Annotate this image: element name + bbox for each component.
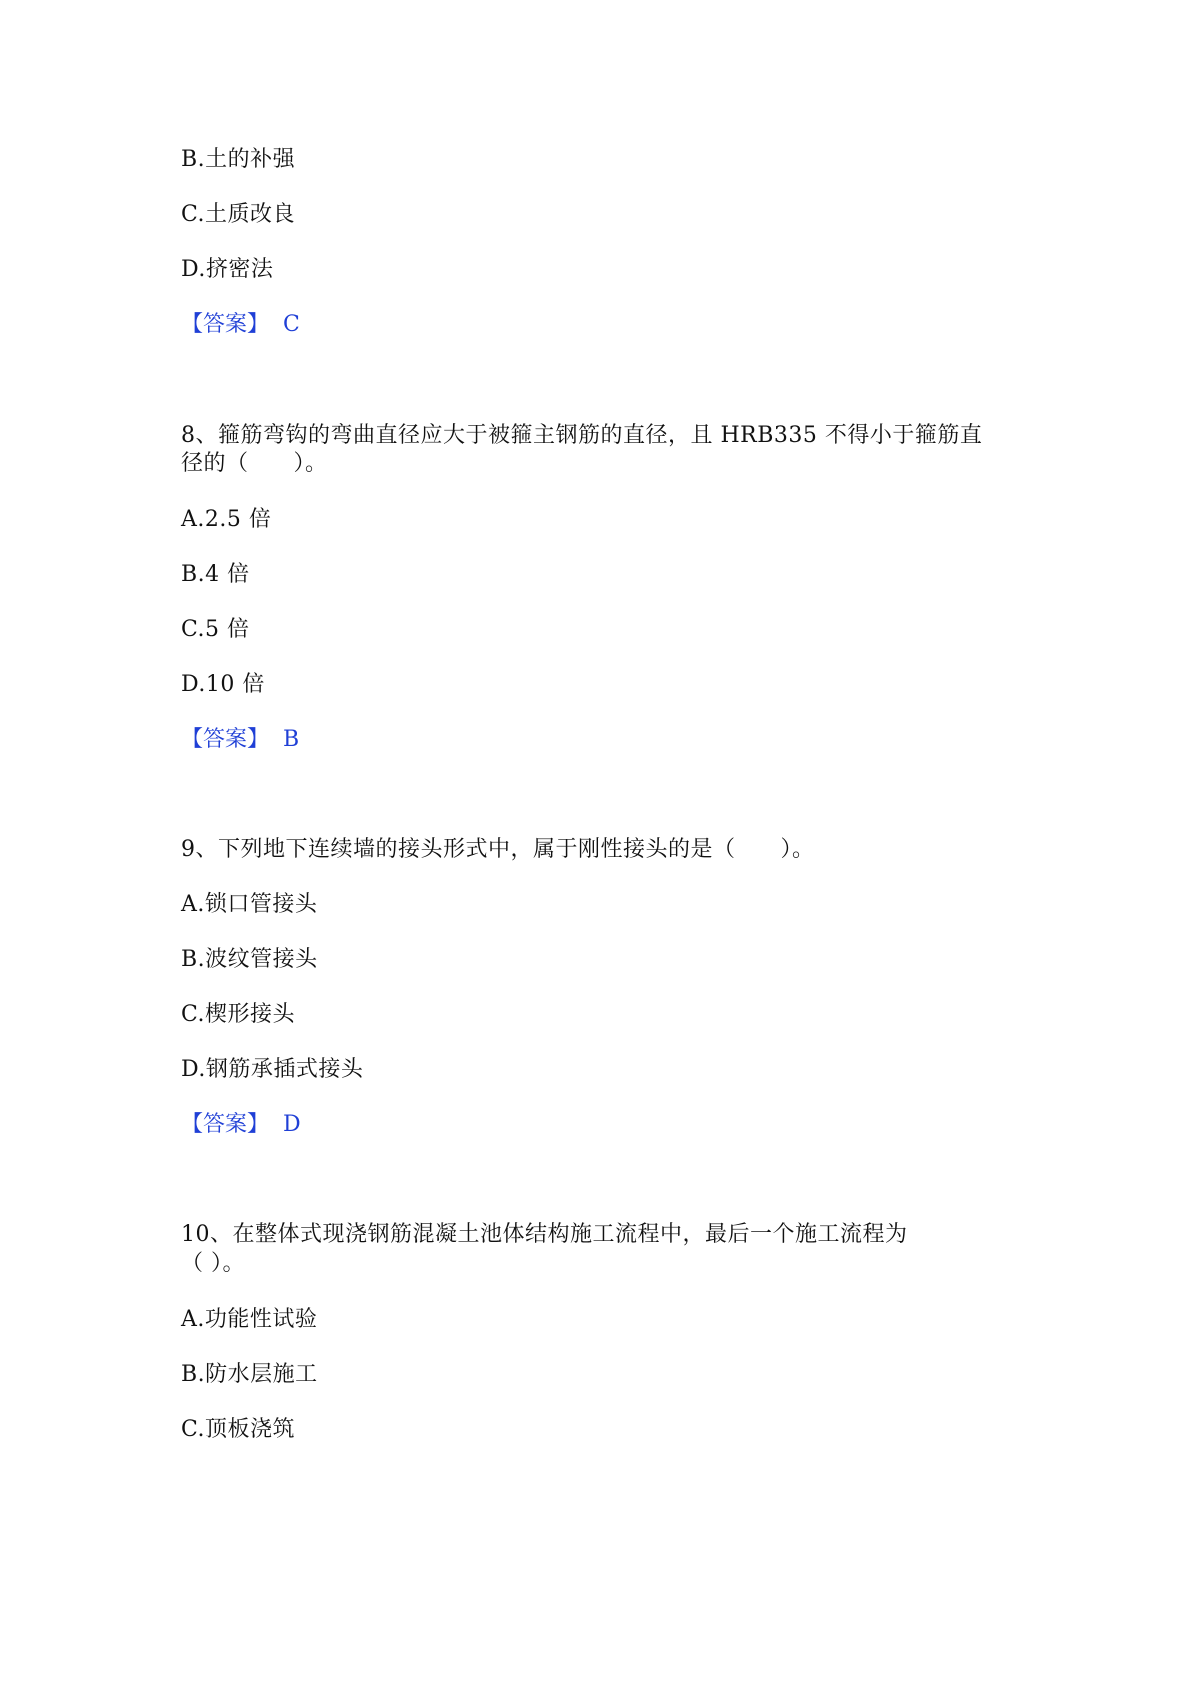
q10-option-b: B.防水层施工	[181, 1362, 318, 1387]
q10-option-c: C.顶板浇筑	[181, 1417, 296, 1442]
q9-option-a: A.锁口管接头	[181, 892, 318, 917]
q10-stem-line2: （ ）。	[181, 1251, 245, 1276]
q8-option-b: B.4 倍	[181, 562, 250, 587]
answer-label: 【答案】	[181, 1112, 270, 1137]
q8-option-a: A.2.5 倍	[181, 507, 272, 532]
q9-answer	[181, 1110, 301, 1140]
answer-label: 【答案】	[181, 312, 270, 337]
q8-option-c: C.5 倍	[181, 617, 250, 642]
q8-stem-line2: 径的（ ）。	[181, 451, 328, 476]
q8-stem-line1: 8、箍筋弯钩的弯曲直径应大于被箍主钢筋的直径，且 HRB335 不得小于箍筋直	[181, 423, 983, 448]
prev-option-d: D.挤密法	[181, 257, 274, 282]
q9-option-c: C.楔形接头	[181, 1002, 296, 1027]
q10-option-a: A.功能性试验	[181, 1307, 318, 1332]
q10-stem-line1: 10、在整体式现浇钢筋混凝土池体结构施工流程中，最后一个施工流程为	[181, 1222, 908, 1247]
q8-option-d: D.10 倍	[181, 672, 265, 697]
answer-letter: B	[283, 727, 300, 752]
q9-stem-line1: 9、下列地下连续墙的接头形式中，属于刚性接头的是（ ）。	[181, 837, 815, 862]
answer-label: 【答案】	[181, 727, 270, 752]
prev-option-b: B.土的补强	[181, 147, 296, 172]
prev-option-c: C.土质改良	[181, 202, 296, 227]
q9-option-d: D.钢筋承插式接头	[181, 1057, 364, 1082]
answer-letter: C	[283, 312, 301, 337]
q8-answer	[181, 725, 300, 755]
q9-option-b: B.波纹管接头	[181, 947, 318, 972]
prev-answer	[181, 310, 300, 340]
answer-letter: D	[283, 1112, 302, 1137]
